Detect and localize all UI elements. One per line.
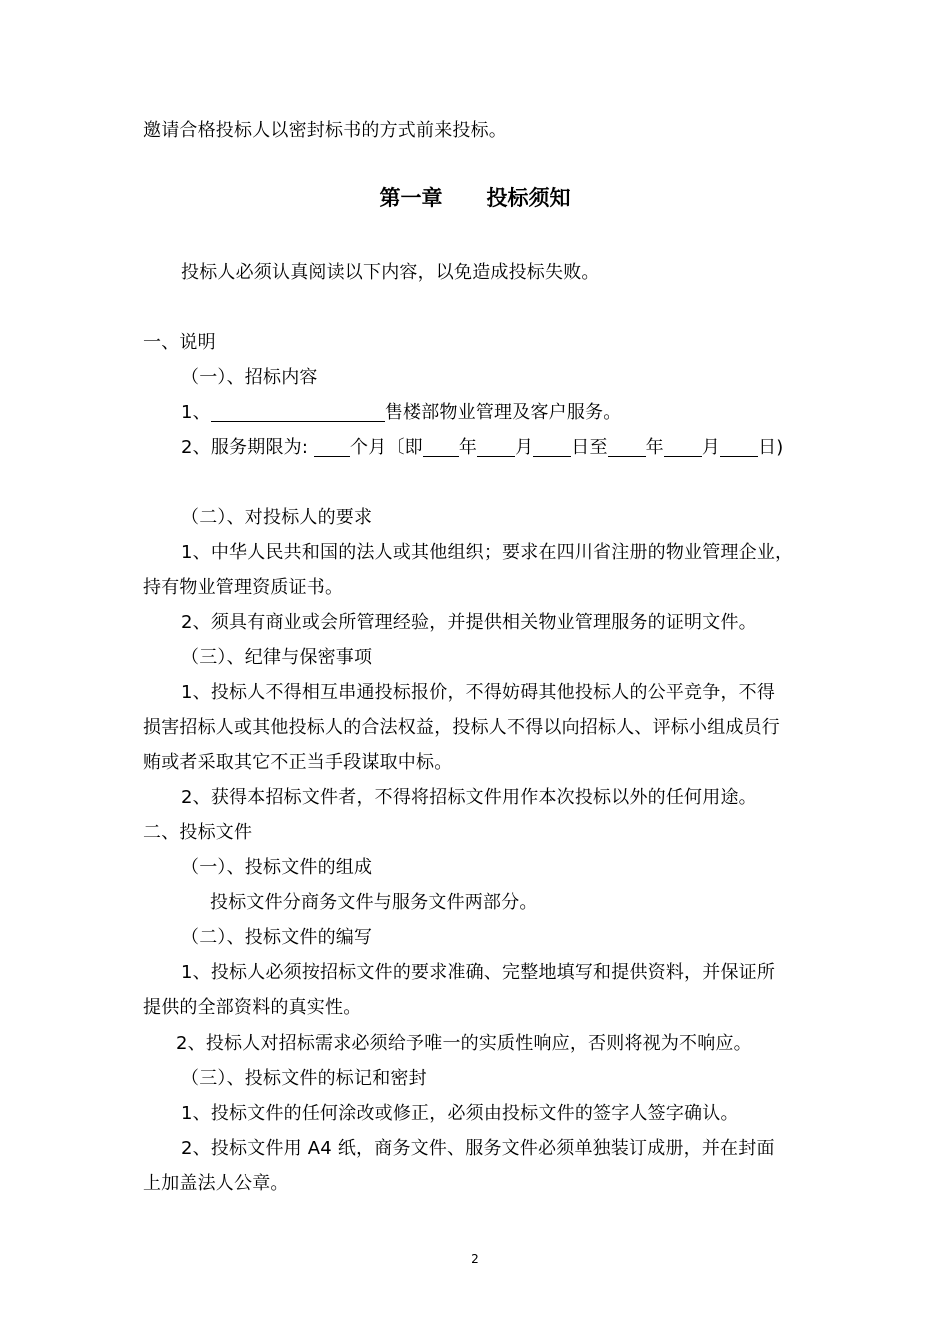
section2-title: 二、投标文件: [143, 822, 253, 843]
end-year-blank: [608, 438, 646, 457]
discipline2: 2、获得本招标文件者，不得将招标文件用作本次投标以外的任何用途。: [181, 787, 757, 808]
months-blank: [314, 438, 350, 457]
sealing1: 1、投标文件的任何涂改或修正，必须由投标文件的签字人签字确认。: [181, 1103, 739, 1124]
writing2: 2、投标人对招标需求必须给予唯一的实质性响应，否则将视为不响应。: [176, 1033, 752, 1054]
section2-sub3-title: （三）、投标文件的标记和密封: [181, 1068, 427, 1089]
writing1-line2: 提供的全部资料的真实性。: [143, 997, 362, 1018]
requirement2: 2、须具有商业或会所管理经验，并提供相关物业管理服务的证明文件。: [181, 612, 757, 633]
intro-text: 邀请合格投标人以密封标书的方式前来投标。: [143, 120, 507, 141]
sealing2-line2: 上加盖法人公章。: [143, 1173, 289, 1194]
end-year-label: 年: [645, 437, 664, 458]
start-day-label: 日至: [571, 437, 608, 458]
discipline1-line2: 损害招标人或其他投标人的合法权益，投标人不得以向招标人、评标小组成员行: [143, 717, 780, 738]
item1-text: 售楼部物业管理及客户服务。: [384, 402, 622, 423]
project-name-blank: [211, 403, 385, 422]
start-year-blank: [423, 438, 459, 457]
section1-sub2-title: （二）、对投标人的要求: [181, 507, 373, 528]
start-year-label: 年: [458, 437, 478, 458]
section1-title: 一、说明: [143, 332, 216, 353]
section1-sub3-title: （三）、纪律与保密事项: [181, 647, 373, 668]
tender-content-item: [181, 401, 621, 425]
chapter-title: 第一章: [379, 186, 443, 210]
start-day-blank: [533, 438, 571, 457]
section2-sub2-title: （二）、投标文件的编写: [181, 927, 373, 948]
sealing2-line1: 2、投标文件用 A4 纸，商务文件、服务文件必须单独装订成册，并在封面: [181, 1138, 775, 1159]
end-day-blank: [720, 438, 758, 457]
item2-prefix: 2、服务期限为:: [181, 437, 309, 458]
discipline1-line3: 贿或者采取其它不正当手段谋取中标。: [143, 752, 453, 773]
section1-sub1-title: （一）、招标内容: [181, 367, 318, 388]
item2-month-label: 个月〔即: [350, 437, 423, 458]
section2-sub1-title: （一）、投标文件的组成: [181, 857, 373, 878]
end-month-blank: [664, 438, 702, 457]
discipline1-line1: 1、投标人不得相互串通投标报价，不得妨碍其他投标人的公平竞争，不得: [181, 682, 776, 703]
requirement1-line2: 持有物业管理资质证书。: [143, 577, 344, 598]
start-month-blank: [477, 438, 515, 457]
item1-prefix: 1、: [181, 402, 211, 423]
chapter-heading: [0, 184, 950, 212]
chapter-name: 投标须知: [486, 186, 571, 210]
start-month-label: 月: [515, 437, 534, 458]
notice-text: 投标人必须认真阅读以下内容，以免造成投标失败。: [181, 262, 600, 283]
end-day-label: 日): [758, 437, 784, 458]
writing1-line1: 1、投标人必须按招标文件的要求准确、完整地填写和提供资料，并保证所: [181, 962, 776, 983]
requirement1-line1: 1、中华人民共和国的法人或其他组织；要求在四川省注册的物业管理企业，: [181, 542, 794, 563]
end-month-label: 月: [701, 437, 721, 458]
service-period-item: [181, 436, 784, 460]
page-number: 2: [471, 1252, 479, 1266]
composition-text: 投标文件分商务文件与服务文件两部分。: [210, 892, 538, 913]
